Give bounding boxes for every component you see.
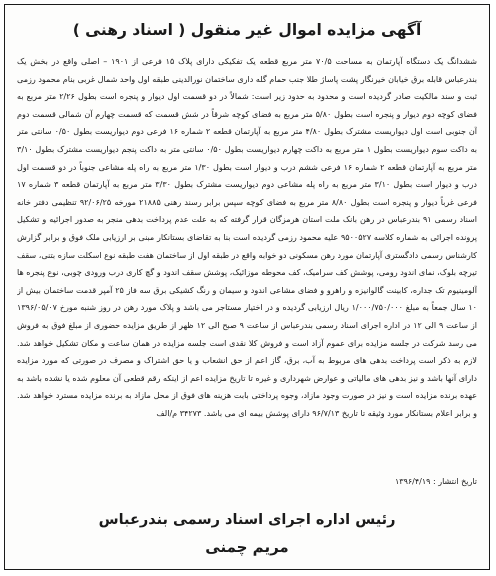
signature-block xyxy=(5,506,489,560)
auction-notice xyxy=(4,4,490,570)
signature-name: مریم چمنی xyxy=(205,538,289,556)
notice-body: ششدانگ یک دستگاه آپارتمان به مساحت ۷۰/۵ متر مربع قطعه یک تفکیکی دارای پلاک ۱۵ فرعی از ۱۹۰۱ – اصلی واقع در بخش یک بندرعباس قابله برق خیابان خیرنگار پشت پاساژ طلا جنب حمام گله داری ساختمان نورالدینی طبقه اول واحد شمال غربی بنام محمود رزمی ثبت و سند مالکیت صادر گردیده است و محدود به حدود زیر است: شمالاً در دو قسمت اول دیوار و پنجره است بطول ۲/۲۶ متر مربع به فضای کوچه دوم دیوار و پنجره است بطول ۵/۸۰ متر مربع به فضای کوچه شرقاً در شش قسمت که قسمت چهارم آن شمالی قسمت دوم آن جنوبی است اول دیواریست مشترک بطول ۴/۸۰ متر مربع به آپارتمان قطعه ۲ شماره ۱۶ فرعی دوم دیواریست بطول ۰/۵۰ سانتی متر به داکت سوم دیواریست بطول ۱ متر مربع به داکت چهارم دیواریست بطول ۰/۵۰ سانتی متر به داکت پنجم دیواریست مشترک بطول ۳/۱۰ متر مربع به آپارتمان قطعه ۲ شماره ۱۶ فرعی ششم درب و دیوار است بطول ۱/۳۰ متر مربع به راه پله مشاعی جنوباً در دو قسمت اول درب و دیوار است بطول ۳/۱۰ متر مربع به راه پله مشاعی دوم دیواریست مشترک بطول ۳/۳۰ متر مربع به آپارتمان قطعه ۳ شماره ۱۷ فرعی غرباً دیوار و پنجره است بطول ۸/۸۰ متر مربع به فضای کوچه سپس برابر رسند رهنی ۲۱۸۸۵ مورخه ۹۲/۰۶/۲۵ تنظیمی دفتر خانه اسناد رسمی ۹۱ بندرعباس در رهن بانک ملت استان هرمزگان قرار گرفته که به علت عدم پرداخت بدهی منجر به صدور اجرائیه و تشکیل پرونده اجرائی به شماره کلاسه ۹۵۰۰۵۲۷ علیه محمود رزمی گردیده است بنا به تقاضای بستانکار مبنی بر ارزیابی ملک فوق و برابر گزارش کارشناس رسمی دادگستری آپارتمان مورد رهن مسکونی دو خوابه واقع در طبقه اول از ساختمان هفت طبقه نوع اسکلت سازه بتنی، سقف تیرچه بلوک، نمای اندود رومی، پوشش کف سرامیک، کف محوطه موزائیک، پوشش سقف اندود و گچ کاری درب ورودی چوبی، نوع پنجره ها آلومینیوم تک جداره، کابینت گالوانیزه و راهرو و فضای مشاعی اندود و سیمان و رنگ کشیکی برق سه فاز ۲۵ آمپر قدمت ساختمان بیش از ۱۰ سال جمعاً به مبلغ ۱/۰۰۰/۷۵۰/۰۰۰ ریال ارزیابی گردیده و در اختیار مستاجر می باشد و پلاک مورد رهن در روز شنبه مورخ ۱۳۹۶/۰۵/۰۷ از ساعت ۹ الی ۱۲ در اداره اجرای اسناد رسمی بندرعباس از ساعت ۹ صبح الی ۱۲ ظهر از طریق مزایده حضوری از مبلغ فوق به فروش می رسد شرکت در جلسه مزایده برای عموم آزاد است و فروش کلا نقدی است جلسه مزایده در همان ساعت و مکان تشکیل خواهد شد. لازم به ذکر است پرداخت بدهی های مربوط به آب، برق، گاز اعم از حق انشعاب و یا حق اشتراک و مصرف در صورتی که مورد مزایده دارای آنها باشد و نیز بدهی های مالیاتی و عوارض شهرداری و غیره تا تاریخ مزایده اعم از اینکه رقم قطعی آن معلوم شده یا نشده باشد به عهده برنده مزایده است و نیز در صورت وجود مازاد، وجوه پرداختی بابت هزینه های فوق از محل مازاد به برنده مزایده مسترد خواهد شد. و برابر اعلام بستانکار مورد وثیقه تا تاریخ ۹۶/۷/۱۳ دارای پوشش بیمه ای می باشد. ۳۴۲۷۳ م/الف xyxy=(17,57,477,418)
publication-date: تاریخ انتشار : ۱۳۹۶/۴/۱۹ xyxy=(394,477,477,486)
notice-title: آگهی مزایده اموال غیر منقول ( اسناد رهنی ) xyxy=(72,21,422,39)
signature-title: رئیس اداره اجرای اسناد رسمی بندرعباس xyxy=(98,512,396,528)
